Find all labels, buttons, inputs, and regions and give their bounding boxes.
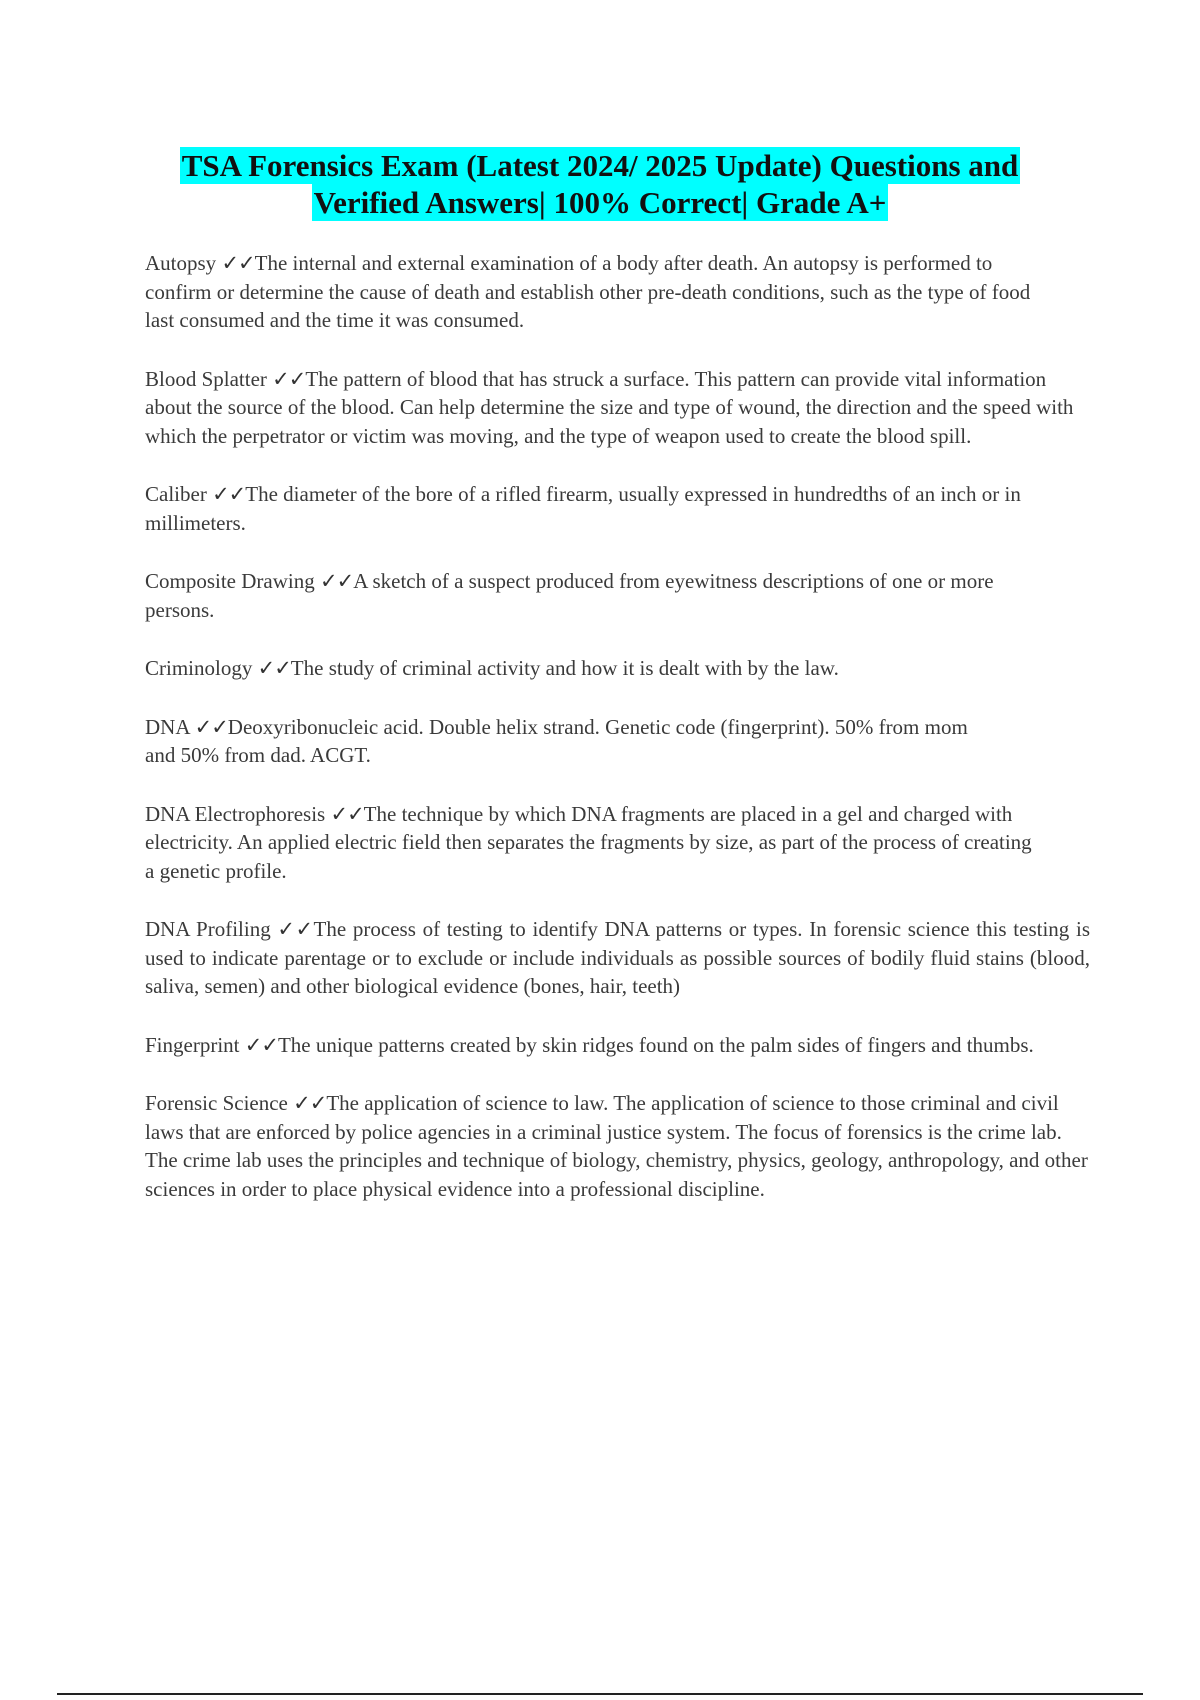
entry-composite-drawing (145, 567, 1045, 624)
entry-definition: The pattern of blood that has struck a surface. This pattern can provide vital information about the source of the blood. Can help determine the size and type of wound, the direction and the speed with which the perpetrator or victim was moving, and the type of weapon used to create the blood spill. (145, 366, 1074, 448)
document-title (0, 147, 1200, 221)
entry-definition: The application of science to law. The application of science to those criminal and civil laws that are enforced by police agencies in a criminal justice system. The focus of forensics is the crime lab. The crime lab uses the principles and technique of biology, chemistry, physics, geology, anthropology, and other sciences in order to place physical evidence into a professional discipline. (145, 1091, 1088, 1201)
entry-dna-profiling (145, 915, 1090, 1001)
check-icon: ✓✓ (319, 569, 354, 593)
entry-term: Autopsy (145, 251, 217, 275)
entry-term: Composite Drawing (145, 569, 315, 593)
entry-definition: The process of testing to identify DNA patterns or types. In forensic science this testing is used to indicate parentage or to exclude or include individuals as possible sources of bodily fluid stains (blood, saliva, semen) and other biological evidence (bones, hair, teeth) (145, 917, 1090, 998)
entry-dna-electrophoresis (145, 800, 1045, 886)
check-icon: ✓✓ (330, 801, 364, 826)
entry-term: DNA (145, 714, 190, 739)
footer-divider (57, 1693, 1143, 1695)
check-icon: ✓✓ (293, 1091, 327, 1115)
entry-definition: A sketch of a suspect produced from eyewitness descriptions of one or more persons. (145, 569, 994, 622)
entry-term: Fingerprint (145, 1032, 240, 1057)
title-line-1: TSA Forensics Exam (Latest 2024/ 2025 Update) Questions and (181, 148, 1019, 183)
entry-definition: The internal and external examination of a body after death. An autopsy is performed to confirm or determine the cause of death and establish other pre-death conditions, such as the type of food last consumed and the time it was consumed. (145, 251, 1031, 332)
entry-forensic-science (145, 1089, 1090, 1203)
entry-fingerprint (145, 1031, 1045, 1060)
title-line-2: Verified Answers| 100% Correct| Grade A+ (313, 185, 887, 220)
entry-term: Caliber (145, 482, 207, 506)
check-icon: ✓✓ (257, 656, 291, 680)
flashcard-list (145, 249, 1090, 1233)
entry-definition: The study of criminal activity and how it is dealt with by the law. (290, 656, 839, 680)
entry-criminology (145, 654, 1090, 683)
entry-term: Blood Splatter (145, 366, 267, 391)
entry-term: Forensic Science (145, 1091, 288, 1115)
entry-definition: The unique patterns created by skin ridges found on the palm sides of fingers and thumbs. (277, 1032, 1034, 1057)
entry-term: DNA Electrophoresis (145, 801, 326, 826)
entry-autopsy (145, 249, 1045, 335)
entry-caliber (145, 480, 1025, 537)
entry-dna (145, 713, 985, 770)
check-icon: ✓✓ (277, 917, 314, 941)
check-icon: ✓✓ (272, 366, 306, 391)
entry-definition: The diameter of the bore of a rifled firearm, usually expressed in hundredths of an inch or in millimeters. (145, 482, 1021, 535)
check-icon: ✓✓ (221, 251, 255, 275)
entry-definition: Deoxyribonucleic acid. Double helix strand. Genetic code (fingerprint). 50% from mom and 50% from dad. ACGT. (145, 714, 968, 767)
check-icon: ✓✓ (244, 1032, 278, 1057)
check-icon: ✓✓ (194, 714, 228, 739)
check-icon: ✓✓ (212, 482, 246, 506)
entry-blood-splatter (145, 365, 1090, 451)
entry-term: Criminology (145, 656, 253, 680)
entry-term: DNA Profiling (145, 917, 271, 941)
entry-definition: The technique by which DNA fragments are placed in a gel and charged with electricity. An applied electric field then separates the fragments by size, as part of the process of creating a genetic profile. (145, 801, 1032, 883)
